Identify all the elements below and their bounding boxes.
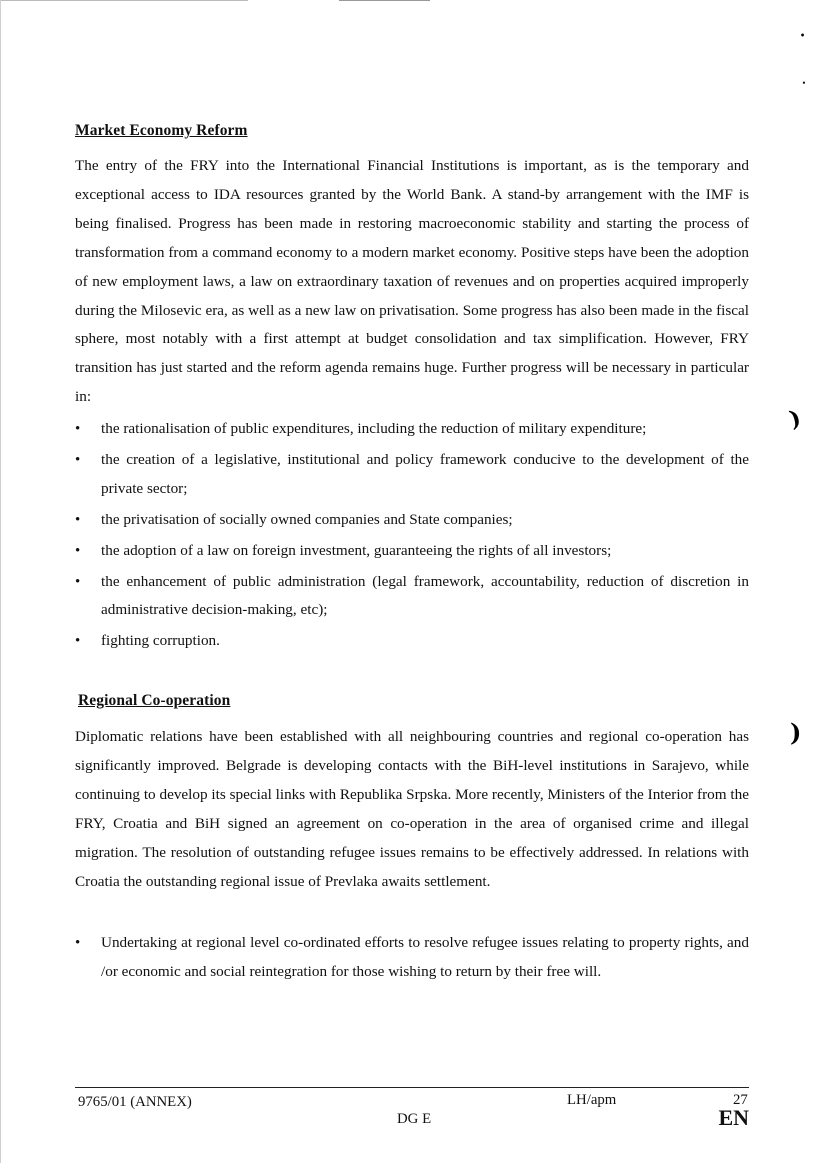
footer-dg: DG E xyxy=(397,1111,432,1127)
section-heading-market-economy: Market Economy Reform xyxy=(75,122,248,139)
footer-initials: LH/apm xyxy=(567,1092,617,1108)
scan-edge-top xyxy=(0,0,827,1)
list-item: • the rationalisation of public expenditures, including the reduction of military expenditure; xyxy=(75,415,749,444)
section-paragraph-regional-cooperation: Diplomatic relations have been established with all neighbouring countries and regional co-operation has significantly improved. Belgrade is developing contacts with the BiH-level institutions in Sarajevo, while continuing to develop its special links with Republika Srpska. More recently, Ministers of the Interior from the FRY, Croatia and BiH signed an agreement on co-operation in the area of organised crime and illegal migration. The resolution of outstanding refugee issues remains to be effectively addressed. In relations with Croatia the outstanding regional issue of Prevlaka awaits settlement. xyxy=(75,728,749,890)
section-heading-regional-cooperation: Regional Co-operation xyxy=(78,692,231,709)
footer-language: EN xyxy=(718,1105,749,1130)
scan-mark-dot: • xyxy=(800,30,806,40)
scan-edge-left xyxy=(0,0,1,1163)
list-item: • the enhancement of public administration (legal framework, accountability, reduction of discretion in administrative decision-making, etc); xyxy=(75,568,749,626)
list-item: • the adoption of a law on foreign investment, guaranteeing the rights of all investors; xyxy=(75,537,749,566)
list-item: • the creation of a legislative, institutional and policy framework conducive to the development of the private sector; xyxy=(75,446,749,504)
list-item: • Undertaking at regional level co-ordinated efforts to resolve refugee issues relating to property rights, and /or economic and social reintegration for those wishing to return by their free will. xyxy=(75,929,749,987)
bullet-list-market-economy xyxy=(75,415,749,656)
footer-page-number: 27 xyxy=(733,1092,748,1108)
bullet-list-regional-cooperation xyxy=(75,929,749,987)
scan-mark-bracket: ) xyxy=(790,718,802,747)
scan-mark-bracket: ) xyxy=(786,405,804,433)
scan-mark-dot: • xyxy=(802,80,806,87)
section-paragraph-market-economy: The entry of the FRY into the International Financial Institutions is important, as is the temporary and exceptional access to IDA resources granted by the World Bank. A stand-by arrangement with the IMF is being finalised. Progress has been made in restoring macroeconomic stability and starting the process of transformation from a command economy to a modern market economy. Positive steps have been the adoption of new employment laws, a law on extraordinary taxation of revenues and on properties acquired improperly during the Milosevic era, as well as a new law on privatisation. Some progress has also been made in the fiscal sphere, most notably with a first attempt at budget consolidation and tax simplification. However, FRY transition has just started and the reform agenda remains huge. Further progress will be necessary in particular in: xyxy=(75,157,749,406)
list-item: • the privatisation of socially owned companies and State companies; xyxy=(75,506,749,535)
footer-doc-ref: 9765/01 (ANNEX) xyxy=(78,1094,192,1110)
footer-rule xyxy=(75,1087,749,1088)
list-item: • fighting corruption. xyxy=(75,627,749,656)
